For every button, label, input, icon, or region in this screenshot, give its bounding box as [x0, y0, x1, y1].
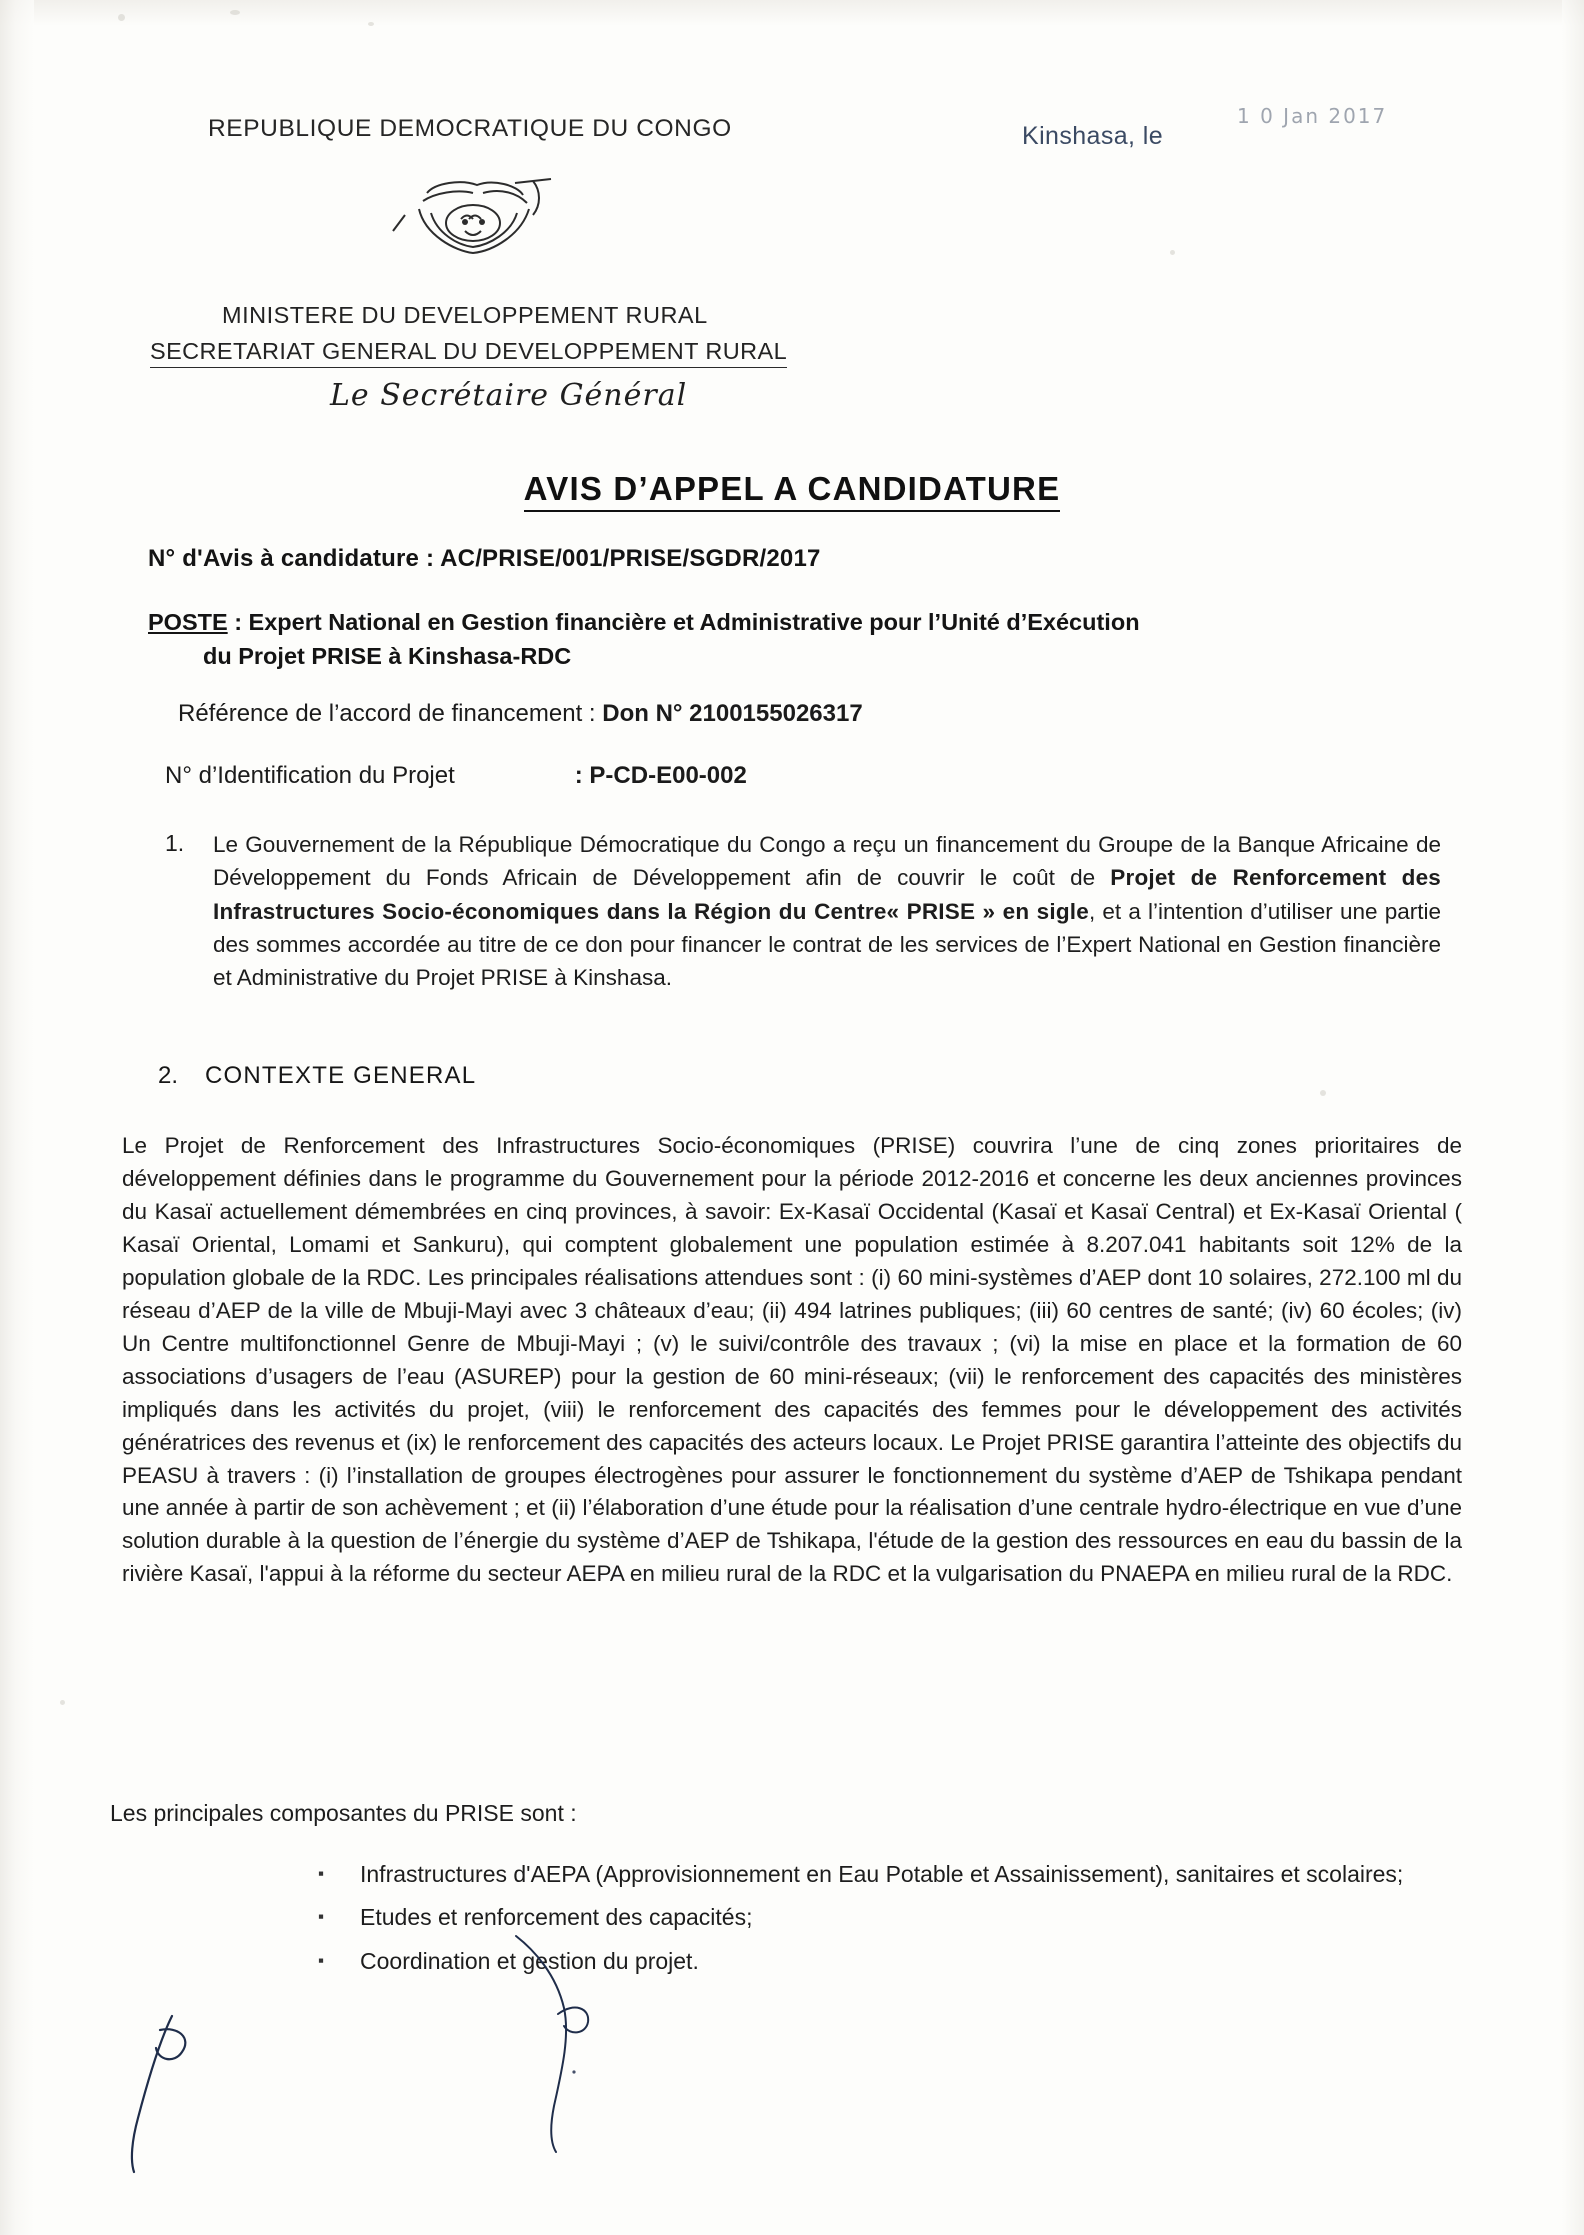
section-2-body: Le Projet de Renforcement des Infrastructures Socio-économiques (PRISE) couvrira l’une de cinq zones prioritaires de développement définies dans le programme du Gouvernement pour la période 2012-2016 et concerne les deux anciennes provinces du Kasaï actuellement démembrées en cinq provinces, à savoir: Ex-Kasaï Occidental (Kasaï et Kasaï Central) et Ex-Kasaï Oriental ( Kasaï Oriental, Lomami et Sankuru), qui comptent globalement une population estimée à 8.207.041 habitants soit 12% de la population globale de la RDC. Les principales réalisations attendues sont : (i) 60 mini-systèmes d’AEP dont 10 solaires, 272.100 ml du réseau d’AEP de la ville de Mbuji-Mayi avec 3 châteaux d’eau; (ii) 494 latrines publiques; (iii) 60 centres de santé; (iv) 60 écoles; (iv) Un Centre multifonctionnel Genre de Mbuji-Mayi ; (v) le suivi/contrôle des travaux ; (vi) la mise en place et la formation de 60 associations d’usagers de l’eau (ASUREP) pour la gestion de 60 mini-réseaux; (vii) le renforcement des capacités des ministères impliqués dans les activités du projet, (viii) le renforcement des capacités des femmes pour le développement des activités génératrices des revenus et (ix) le renforcement des capacités des acteurs locaux. Le Projet PRISE garantira l’atteinte des objectifs du PEASU à travers : (i) l’installation de groupes électrogènes pour assurer le fonctionnement du système d’AEP de Tshikapa pendant une année à partir de son achèvement ; et (ii) l’élaboration d’une étude pour la réalisation d’une centrale hydro-électrique en vue d’une solution durable à la question de l’énergie du système d’AEP de Tshikapa, l'étude de la gestion des ressources en eau du bassin de la rivière Kasaï, l'appui à la réforme du secteur AEPA en milieu rural de la RDC et la vulgarisation du PNAEPA en milieu rural de la RDC. — [122, 1133, 1462, 1587]
signature-mark-secondary — [500, 1930, 630, 2160]
components-intro: Les principales composantes du PRISE sont : — [110, 1800, 577, 1826]
paragraph-1-part-2: , et a l’intention d’utiliser une partie des sommes accordée au titre de ce don pour financer le contrat de les services de l’Expert National en Gestion financière et Administrative du Projet PRISE à Kinshasa. — [213, 898, 1441, 991]
section-2-number: 2. — [158, 1062, 179, 1089]
list-item — [318, 1858, 1418, 1891]
financing-reference-value: Don N° 2100155026317 — [602, 700, 863, 727]
post-label: POSTE — [148, 609, 228, 635]
project-identification — [165, 762, 747, 790]
post-line-2: du Projet PRISE à Kinshasa-RDC — [203, 643, 572, 670]
ministry-line-1: MINISTERE DU DEVELOPPEMENT RURAL — [222, 302, 708, 328]
list-item-label: Etudes et renforcement des capacités; — [360, 1904, 753, 1931]
page-title — [0, 470, 1584, 508]
financing-reference-label: Référence de l’accord de financement : — [178, 700, 603, 727]
signature-mark — [120, 2010, 230, 2180]
list-item-label: Infrastructures d'AEPA (Approvisionnement en Eau Potable et Assainissement), sanitaires et scolaires; — [360, 1861, 1404, 1887]
signatory-title: Le Secrétaire Général — [330, 378, 688, 413]
header-date-stamp: 1 0 Jan 2017 — [1237, 104, 1388, 128]
coat-of-arms-icon — [365, 175, 580, 263]
notice-number-label: N° d'Avis à candidature : — [148, 545, 441, 572]
project-identification-label: N° d’Identification du Projet — [165, 762, 455, 789]
components-list — [318, 1858, 1418, 1988]
bullet-square-icon: ▪ — [318, 1907, 325, 1927]
paragraph-1-bold: Projet de Renforcement des Infrastructures Socio-économiques dans la Région du Centre« PRISE » en sigle — [213, 865, 1442, 924]
notice-number — [148, 545, 821, 573]
section-2-title: CONTEXTE GENERAL — [205, 1062, 477, 1089]
financing-reference — [178, 700, 863, 728]
project-identification-value: : P-CD-E00-002 — [574, 762, 747, 789]
header-place-date: Kinshasa, le — [1022, 122, 1163, 150]
ministry-line-2: SECRETARIAT GENERAL DU DEVELOPPEMENT RURAL — [150, 338, 787, 368]
notice-number-value: AC/PRISE/001/PRISE/SGDR/2017 — [440, 545, 821, 572]
bullet-square-icon: ▪ — [318, 1864, 325, 1883]
list-item — [318, 1901, 1418, 1934]
list-item-label: Coordination et gestion du projet. — [360, 1947, 699, 1974]
header-country: REPUBLIQUE DEMOCRATIQUE DU CONGO — [208, 115, 732, 142]
page-title-text: AVIS D’APPEL A CANDIDATURE — [524, 470, 1061, 512]
paragraph-1-part-1: Le Gouvernement de la République Démocratique du Congo a reçu un financement du Groupe de la Banque Africaine de Développement du Fonds Africain de Développement afin de couvrir le coût de — [213, 832, 1441, 891]
list-item — [318, 1945, 1418, 1978]
bullet-square-icon: ▪ — [318, 1950, 325, 1970]
paragraph-1 — [213, 828, 1441, 994]
post-line-1: : Expert National en Gestion financière et Administrative pour l’Unité d’Exécution — [227, 609, 1140, 635]
post-title — [148, 605, 1438, 673]
paragraph-1-number: 1. — [165, 830, 185, 856]
